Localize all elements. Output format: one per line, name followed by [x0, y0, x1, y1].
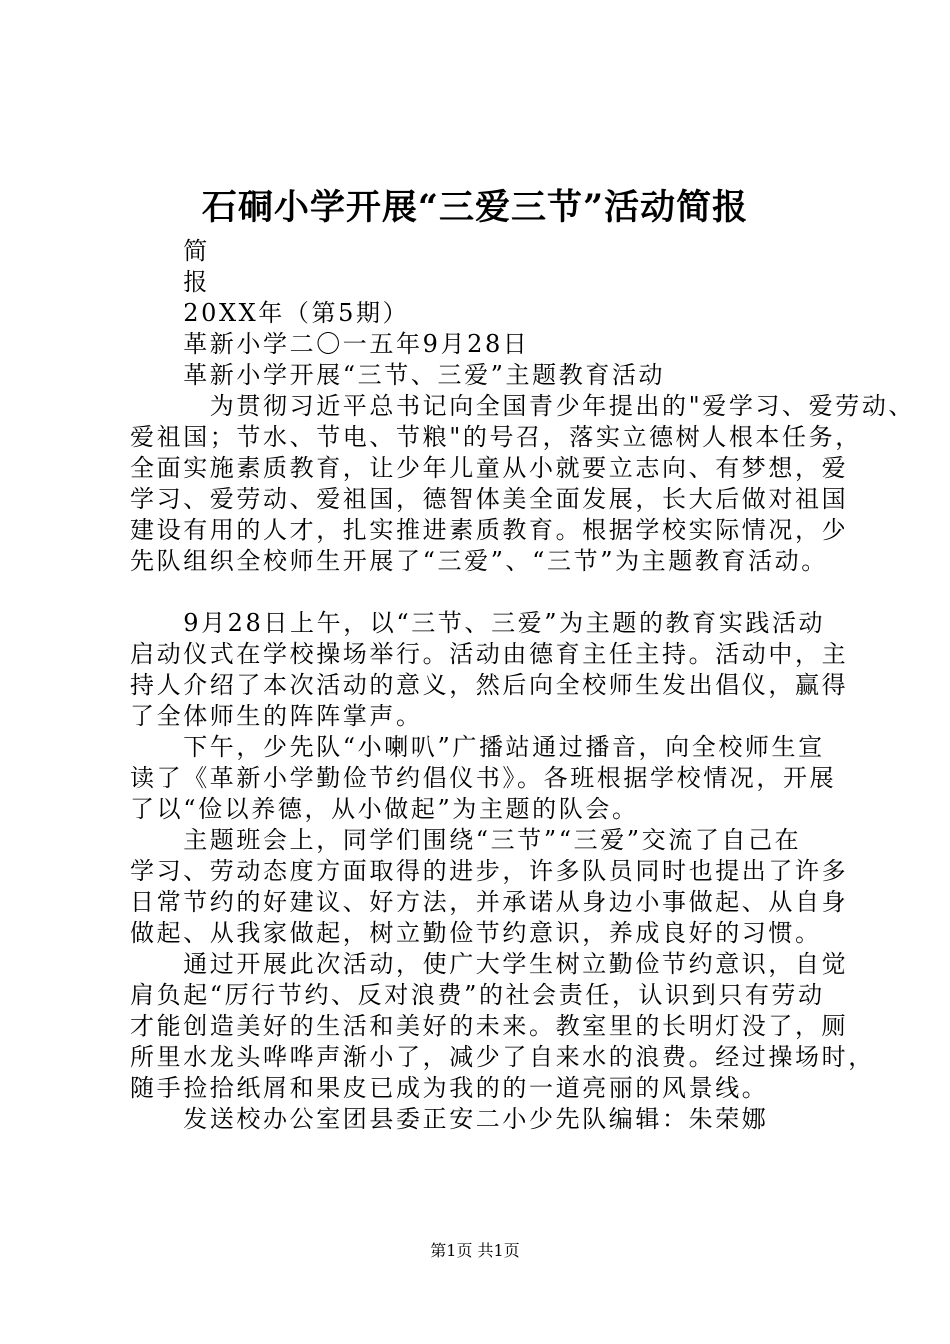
text-line: 学习、劳动态度方面取得的进步，许多队员同时也提出了许多 — [130, 857, 849, 885]
text-line: 报 — [130, 268, 210, 296]
text-line: 日常节约的好建议、好方法，并承诺从身边小事做起、从自身 — [130, 888, 849, 916]
text-line: 读了《革新小学勤俭节约倡仪书》。各班根据学校情况，开展 — [130, 764, 837, 792]
text-line: 了全体师生的阵阵掌声。 — [130, 702, 423, 730]
text-line: 随手捡拾纸屑和果皮已成为我的的一道亮丽的风景线。 — [130, 1074, 769, 1102]
text-line: 肩负起“厉行节约、反对浪费”的社会责任，认识到只有劳动 — [130, 981, 825, 1009]
document-body — [130, 236, 916, 1135]
text-line: 爱祖国；节水、节电、节粮"的号召，落实立德树人根本任务， — [130, 423, 862, 451]
text-line: 启动仪式在学校操场举行。活动由德育主任主持。活动中，主 — [130, 640, 849, 668]
text-line: 建设有用的人才，扎实推进素质教育。根据学校实际情况，少 — [130, 516, 849, 544]
text-line: 通过开展此次活动，使广大学生树立勤俭节约意识，自觉 — [130, 950, 849, 978]
text-line: 先队组织全校师生开展了“三爱”、“三节”为主题教育活动。 — [130, 547, 828, 575]
text-line: 所里水龙头哗哗声渐小了，减少了自来水的浪费。经过操场时， — [130, 1043, 875, 1071]
text-line: 为贯彻习近平总书记向全国青少年提出的"爱学习、爱劳动、 — [130, 392, 916, 420]
text-line: 主题班会上，同学们围绕“三节”“三爱”交流了自己在 — [130, 826, 802, 854]
text-line: 20XX年（第5期） — [130, 299, 410, 327]
text-line: 9月28日上午，以“三节、三爱”为主题的教育实践活动 — [130, 609, 826, 637]
text-line: 才能创造美好的生活和美好的未来。教室里的长明灯没了，厕 — [130, 1012, 849, 1040]
text-line: 全面实施素质教育，让少年儿童从小就要立志向、有梦想，爱 — [130, 454, 849, 482]
blank-line — [130, 577, 858, 608]
text-line: 持人介绍了本次活动的意义，然后向全校师生发出倡仪，赢得 — [130, 671, 849, 699]
text-line: 做起、从我家做起，树立勤俭节约意识，养成良好的习惯。 — [130, 919, 822, 947]
text-line: 简 — [130, 237, 210, 265]
text-line: 学习、爱劳动、爱祖国，德智体美全面发展，长大后做对祖国 — [130, 485, 849, 513]
text-line: 下午，少先队“小喇叭”广播站通过播音，向全校师生宣 — [130, 733, 825, 761]
page-footer: 第1页 共1页 — [430, 1241, 520, 1260]
text-line: 了以“俭以养德，从小做起”为主题的队会。 — [130, 795, 639, 823]
document-title: 石硐小学开展“三爱三节”活动简报 — [201, 187, 749, 228]
text-line: 发送校办公室团县委正安二小少先队编辑：朱荣娜 — [130, 1105, 769, 1133]
text-line: 革新小学二〇一五年9月28日 — [130, 330, 530, 358]
text-line: 革新小学开展“三节、三爱”主题教育活动 — [130, 361, 666, 389]
